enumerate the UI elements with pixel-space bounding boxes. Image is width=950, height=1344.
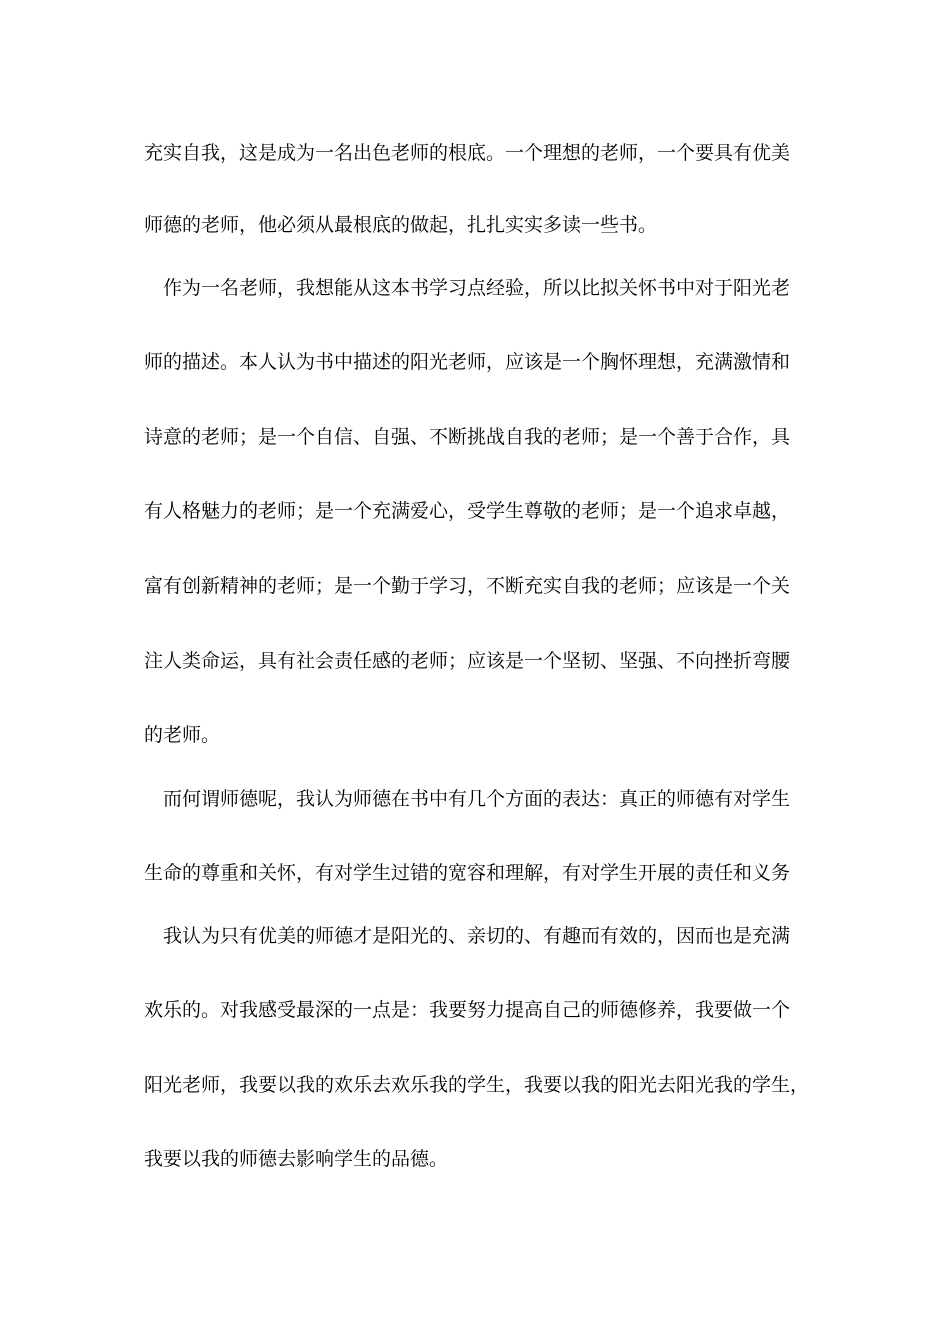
text-line-3: 作为一名老师，我想能从这本书学习点经验，所以比拟关怀书中对于阳光老 (144, 277, 791, 299)
text-line-14: 阳光老师，我要以我的欢乐去欢乐我的学生，我要以我的阳光去阳光我的学生， (144, 1074, 810, 1096)
text-line-13: 欢乐的。对我感受最深的一点是：我要努力提高自己的师德修养，我要做一个 (144, 999, 791, 1021)
text-line-10: 而何谓师德呢，我认为师德在书中有几个方面的表达：真正的师德有对学生 (144, 788, 791, 810)
text-line-11: 生命的尊重和关怀，有对学生过错的宽容和理解，有对学生开展的责任和义务 (144, 862, 791, 884)
text-line-4: 师的描述。本人认为书中描述的阳光老师，应该是一个胸怀理想，充满激情和 (144, 351, 791, 373)
text-line-12: 我认为只有优美的师德才是阳光的、亲切的、有趣而有效的，因而也是充满 (144, 925, 791, 947)
text-line-6: 有人格魅力的老师；是一个充满爱心，受学生尊敬的老师；是一个追求卓越， (144, 500, 791, 522)
text-line-15: 我要以我的师德去影响学生的品德。 (144, 1148, 449, 1170)
text-line-5: 诗意的老师；是一个自信、自强、不断挑战自我的老师；是一个善于合作，具 (144, 426, 791, 448)
text-line-9: 的老师。 (144, 724, 221, 746)
text-line-8: 注人类命运，具有社会责任感的老师；应该是一个坚韧、坚强、不向挫折弯腰 (144, 650, 791, 672)
text-line-1: 充实自我，这是成为一名出色老师的根底。一个理想的老师，一个要具有优美 (144, 142, 791, 164)
text-line-7: 富有创新精神的老师；是一个勤于学习，不断充实自我的老师；应该是一个关 (144, 575, 791, 597)
text-line-2: 师德的老师，他必须从最根底的做起，扎扎实实多读一些书。 (144, 214, 658, 236)
